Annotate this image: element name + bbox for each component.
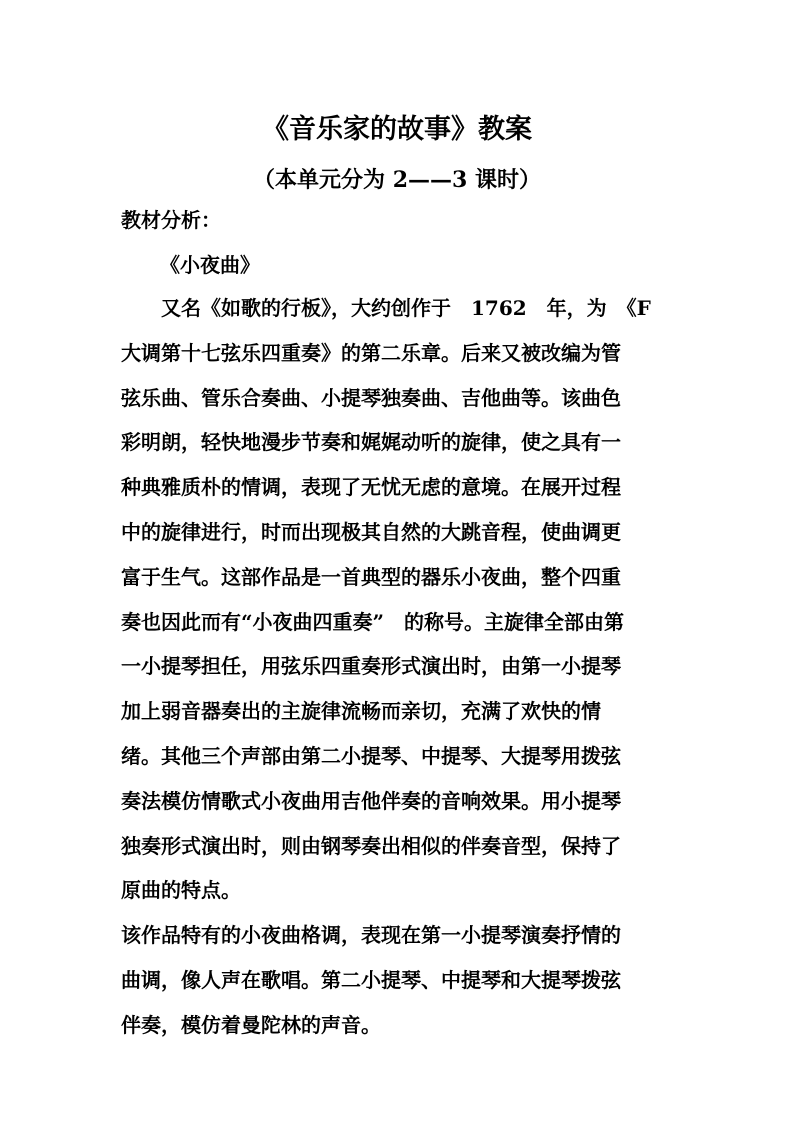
body-line: 一小提琴担任，用弦乐四重奏形式演出时，由第一小提琴 [121, 654, 621, 679]
body-line: 富于生气。这部作品是一首典型的器乐小夜曲，整个四重 [121, 564, 621, 589]
body-line: 伴奏，模仿着曼陀林的声音。 [121, 1012, 381, 1037]
document-subtitle: （本单元分为 2——3 课时） [253, 167, 541, 193]
body-line: 绪。其他三个声部由第二小提琴、中提琴、大提琴用拨弦 [121, 743, 621, 768]
body-line: 该作品特有的小夜曲格调，表现在第一小提琴演奏抒情的 [121, 923, 621, 948]
body-line: 种典雅质朴的情调，表现了无忧无虑的意境。在展开过程 [121, 475, 621, 500]
body-line: 奏也因此而有“小夜曲四重奏” 的称号。主旋律全部由第 [121, 609, 625, 634]
body-line: 曲调，像人声在歌唱。第二小提琴、中提琴和大提琴拨弦 [121, 967, 621, 992]
piece-title: 《小夜曲》 [160, 253, 260, 277]
body-line: 独奏形式演出时，则由钢琴奏出相似的伴奏音型，保持了 [121, 833, 621, 858]
body-line: 大调第十七弦乐四重奏》的第二乐章。后来又被改编为管 [121, 340, 621, 365]
section-heading: 教材分析： [121, 208, 221, 232]
body-paragraph [121, 286, 681, 1048]
document-title: 《音乐家的故事》教案 [262, 114, 532, 145]
body-line: 加上弱音器奏出的主旋律流畅而亲切，充满了欢快的情 [121, 699, 601, 724]
body-line: 彩明朗，轻快地漫步节奏和娓娓动听的旋律，使之具有一 [121, 430, 621, 455]
body-line: 又名《如歌的行板》，大约创作于 1762 年，为 《F [121, 296, 651, 320]
body-line: 中的旋律进行，时而出现极其自然的大跳音程，使曲调更 [121, 519, 621, 544]
body-line: 弦乐曲、管乐合奏曲、小提琴独奏曲、吉他曲等。该曲色 [121, 385, 621, 410]
body-line: 奏法模仿情歌式小夜曲用吉他伴奏的音响效果。用小提琴 [121, 788, 621, 813]
body-line: 原曲的特点。 [121, 878, 241, 903]
